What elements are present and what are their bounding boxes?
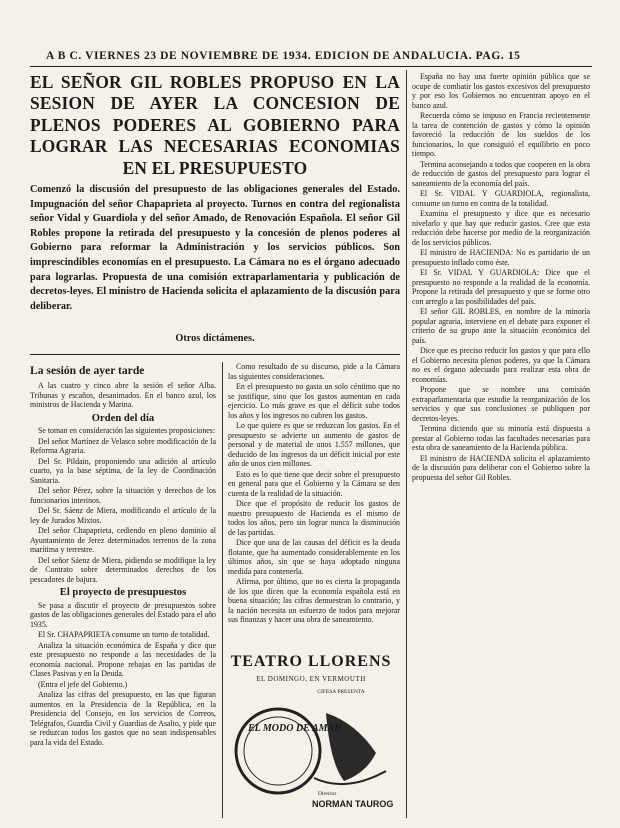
page-header: A B C. VIERNES 23 DE NOVIEMBRE DE 1934. EDICION DE ANDALUCIA. PAG. 15 [46, 50, 521, 62]
paragraph: Examina el presupuesto y dice que es necesario nivelarlo y que hay que reducir gastos. Cree que esta reducción debe hacerse por medio de la reorganización de los servicios públicos. [412, 209, 590, 247]
paragraph: El señor GIL ROBLES, en nombre de la minoría popular agraria, interviene en el debate para exponer el criterio de su grupo ante la situación económica del país. [412, 307, 590, 345]
paragraph: Como resultado de su discurso, pide a la Cámara las siguientes consideraciones. [228, 362, 400, 381]
ad-director-label: Director [318, 791, 337, 797]
paragraph: Del señor Sáenz de Miera, pidiendo se modifique la ley de Contrato sobre determinados derechos de los pescadores de bajura. [30, 555, 216, 584]
section-rule [30, 354, 400, 355]
column-1 [30, 362, 216, 822]
ad-director: NORMAN TAUROG [312, 799, 394, 809]
paragraph: Afirma, por último, que no es cierta la propaganda de los que dicen que la economía española está en buena situación; las cifras demuestran lo contrario, y la nación necesita un esfuerzo de todos para mejorar sus finanzas y hacer una obra de saneamiento. [228, 577, 400, 624]
theater-advertisement [226, 653, 396, 813]
header-rule [30, 66, 592, 67]
paragraph: Del señor Martínez de Velasco sobre modificación de la Reforma Agraria. [30, 436, 216, 455]
paragraph: Esto es lo que tiene que decir sobre el presupuesto en general para que el Gobierno y la Cámara se den cuenta de la realidad de la situación. [228, 469, 400, 498]
summary-end: Otros dictámenes. [175, 333, 255, 344]
order-title: Orden del día [91, 412, 155, 424]
paragraph: Analiza las cifras del presupuesto, en las que figuran aumentos en la Presidencia de la República, en la Presidencia del Consejo, en los servicios de Correos, Telégrafos, Guardia Civil y Guardias de Asalto, y pide que se reduzcan todos los gastos que no sean indispensables para la vida del Estado. [30, 690, 216, 747]
ad-subtitle: EL DOMINGO, EN VERMOUTH [256, 675, 366, 683]
paragraph: Se pasa a discutir el proyecto de presupuestos sobre gastos de las obligaciones generales del Estado para el año 1935. [30, 600, 216, 629]
paragraph: España no hay una fuerte opinión pública que se ocupe de combatir los gastos excesivos del presupuesto y por eso los Gobiernos no encuentran apoyo en el banco azul. [412, 72, 590, 110]
ad-title: TEATRO LLORENS [230, 653, 392, 670]
paragraph: Termina diciendo que su minoría está dispuesta a prestar al Gobierno todas las facultades necesarias para esta obra de saneamiento de la Hacienda pública. [412, 424, 590, 452]
paragraph: El ministro de HACIENDA: No es partidario de un presupuesto inflado como éste. [412, 248, 590, 267]
paragraph: En el presupuesto no gasta un solo céntimo que no se justifique, sino que los gastos aumentan en cada ejercicio. Lo más grave es que el déficit sube todos los años y los ingresos no cubren los gastos. [228, 382, 400, 420]
paragraph: A las cuatro y cinco abre la sesión el señor Alba. Tribunas y escaños, desanimados. En el banco azul, los ministros de Hacienda y Marina. [30, 381, 216, 409]
headline: EL SEÑOR GIL ROBLES PROPUSO EN LA SESION DE AYER LA CONCESION DE PLENOS PODERES AL GOBIERNO PARA LOGRAR LAS NECESARIAS ECONOMIAS EN EL PRESUPUESTO [30, 72, 400, 178]
paragraph: El ministro de HACIENDA solicita el aplazamiento de la discusión para deliberar con el Gobierno sobre la propuesta del señor Gil Robles. [412, 453, 590, 482]
paragraph: Propone que se nombre una comisión extraparlamentaria que estudie la reorganización de los servicios y que sus conclusiones se publiquen por decretos-leyes. [412, 385, 590, 423]
paragraph: Dice que una de las causas del déficit es la deuda flotante, que ha aumentado considerablemente en los últimos años, sin que se haya adoptado ninguna medida para contenerla. [228, 538, 400, 576]
paragraph: (Entra el jefe del Gobierno.) [38, 679, 128, 689]
ad-presenter: CIFESA PRESENTA [317, 689, 365, 695]
paragraph: Del Sr. Sáenz de Miera, modificando el artículo de la ley de Jurados Mixtos. [30, 506, 216, 525]
column-divider-right [406, 70, 407, 818]
column-2 [228, 362, 400, 646]
ad-circle-outer [236, 709, 320, 793]
column-3 [412, 72, 590, 820]
paragraph: Recuerda cómo se impuso en Francia recientemente la tarea de contención de gastos y cómo la opinión favoreció la reducción de los sueldos de los funcionarios, lo que consiguió el equilibrio en poco tiempo. [412, 111, 590, 158]
paragraph: Termina aconsejando a todos que cooperen en la obra de reducción de gastos del presupuesto para lograr el saneamiento de la economía del país. [412, 159, 590, 188]
paragraph: El Sr. VIDAL Y GUARDIOLA, regionalista, consume un turno en contra de la totalidad. [412, 189, 590, 208]
paragraph: Dice que es preciso reducir los gastos y que para ello el Gobierno necesita plenos poderes, ya que la Cámara no es el órgano adecuado para realizar esta obra de economías. [412, 346, 590, 384]
paragraph: El Sr. CHAPAPRIETA consume un turno de totalidad. [38, 630, 210, 639]
paragraph: Lo que quiere es que se reduzcan los gastos. En el presupuesto se advierte un aumento de gastos de personal y de material de unos 1.557 millones, que deducido de los ingresos da un déficit inicial por este año de unos cien millones. [228, 421, 400, 468]
budget-title: El proyecto de presupuestos [59, 587, 187, 598]
column-divider-left [222, 362, 223, 818]
paragraph: Del señor Chapaprieta, cediendo en pleno dominio al Ayuntamiento de Jerez determinados terrenos de la zona marítima y terrestre. [30, 526, 216, 554]
paragraph: Del señor Pérez, sobre la situación y derechos de los funcionarios interinos. [30, 486, 216, 505]
summary-text: Comenzó la discusión del presupuesto de las obligaciones generales del Estado. Impugnación del señor Chapaprieta al proyecto. Turnos en contra del regionalista señor Vidal y Guardiola y del señor Amado, de Renovación Española. El señor Gil Robles propone la retirada del presupuesto y la concesión de plenos poderes al Gobierno para reformar la Administración y los servicios públicos. Son imprescindibles economías en el presupuesto. La Cámara no es el órgano adecuado para lograrlas. Propuesta de una comisión extraparlamentaria y publicación de decretos-leyes. El ministro de Hacienda solicita el aplazamiento de la discusión para deliberar. [30, 184, 400, 312]
paragraph: El Sr. VIDAL Y GUARDIOLA: Dice que el presupuesto no responde a la realidad de la economía. Propone la retirada del presupuesto y que se forme otro con arreglo a las posibilidades del país. [412, 268, 590, 306]
paragraph: Analiza la situación económica de España y dice que este presupuesto no responde a las necesidades de la economía nacional. Propone rebajas en las partidas de Clases Pasivas y en la Deuda. [30, 640, 216, 678]
paragraph: Se toman en consideración las siguientes proposiciones: [38, 426, 216, 435]
paragraph: Dice que el propósito de reducir los gastos de nuestro presupuesto de Hacienda es el mismo de todos los años, pero sin lograr nunca la disminución de las partidas. [228, 499, 400, 537]
ad-film-title: EL MODO DE AMAR [248, 723, 341, 734]
section-title: La sesión de ayer tarde [30, 364, 145, 377]
paragraph: Del Sr. Pildain, proponiendo una adición al artículo cuarto, ya la base séptima, de la ley de Coordinación Sanitaria. [30, 456, 216, 485]
